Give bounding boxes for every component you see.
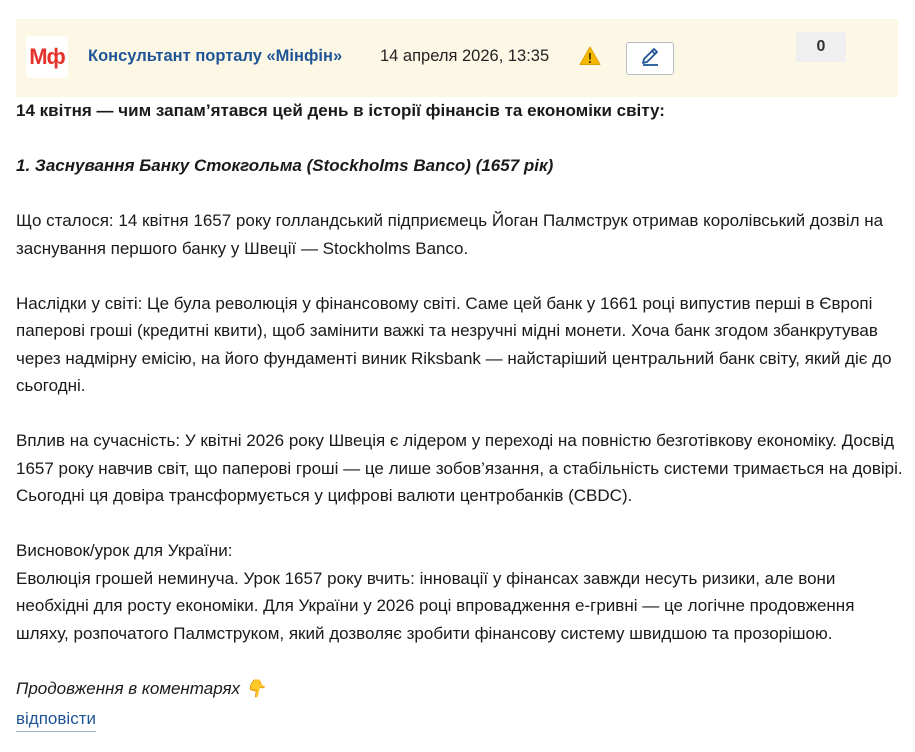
edit-button[interactable] <box>626 42 674 75</box>
post-headline: 14 квітня — чим запам’ятався цей день в історії фінансів та економіки світу: <box>16 101 665 120</box>
conclusion-title: Висновок/урок для України: <box>16 541 233 560</box>
rating-score[interactable]: 0 <box>796 32 846 62</box>
avatar-logo-text: Мф <box>29 44 65 69</box>
warning-icon[interactable] <box>579 45 601 67</box>
post-date: 14 апреля 2026, 13:35 <box>380 47 550 65</box>
conclusion-text: Еволюція грошей неминуча. Урок 1657 року вчить: інновації у фінансах завжди несуть ризики, але вони необхідні для росту економіки. Для України у 2026 році впровадження е-гривні — це логічне продовження шляху, розпочатого Палмструком, який дозволяє зробити фінансову систему швидшою та прозорішою. <box>16 568 855 643</box>
section-subhead: 1. Заснування Банку Стокгольма (Stockholms Banco) (1657 рік) <box>16 156 554 175</box>
reply-link[interactable]: відповісти <box>16 707 96 732</box>
paragraph-what-happened: Що сталося: 14 квітня 1657 року голландський підприємець Йоган Палмструк отримав королівський дозвіл на заснування першого банку у Швеції — Stockholms Banco. <box>16 211 884 258</box>
pencil-icon <box>639 45 661 72</box>
paragraph-consequences: Наслідки у світі: Це була революція у фінансовому світі. Саме цей банк у 1661 році випустив перші в Європі паперові гроші (кредитні квити), щоб замінити важкі та незручні мідні монети. Хоча банк згодом збанкрутував через надмірну емісію, на його фундаменті виник Riksbank — найстаріший центральний банк світу, який діє до сьогодні. <box>16 293 892 395</box>
paragraph-modern-impact: Вплив на сучасність: У квітні 2026 року Швеція є лідером у переході на повністю безготівкову економіку. Досвід 1657 року навчив світ, що паперові гроші — це лише зобов’язання, а стабільність системи тримається на довірі. Сьогодні ця довіра трансформується у цифрові валюти центробанків (CBDC). <box>16 431 903 505</box>
avatar[interactable] <box>26 36 68 78</box>
author-link[interactable]: Консультант порталу «Мінфін» <box>88 47 343 65</box>
post-header <box>16 19 898 97</box>
post-body <box>16 97 906 702</box>
continuation-note: Продовження в коментарях 👇 <box>16 678 266 698</box>
